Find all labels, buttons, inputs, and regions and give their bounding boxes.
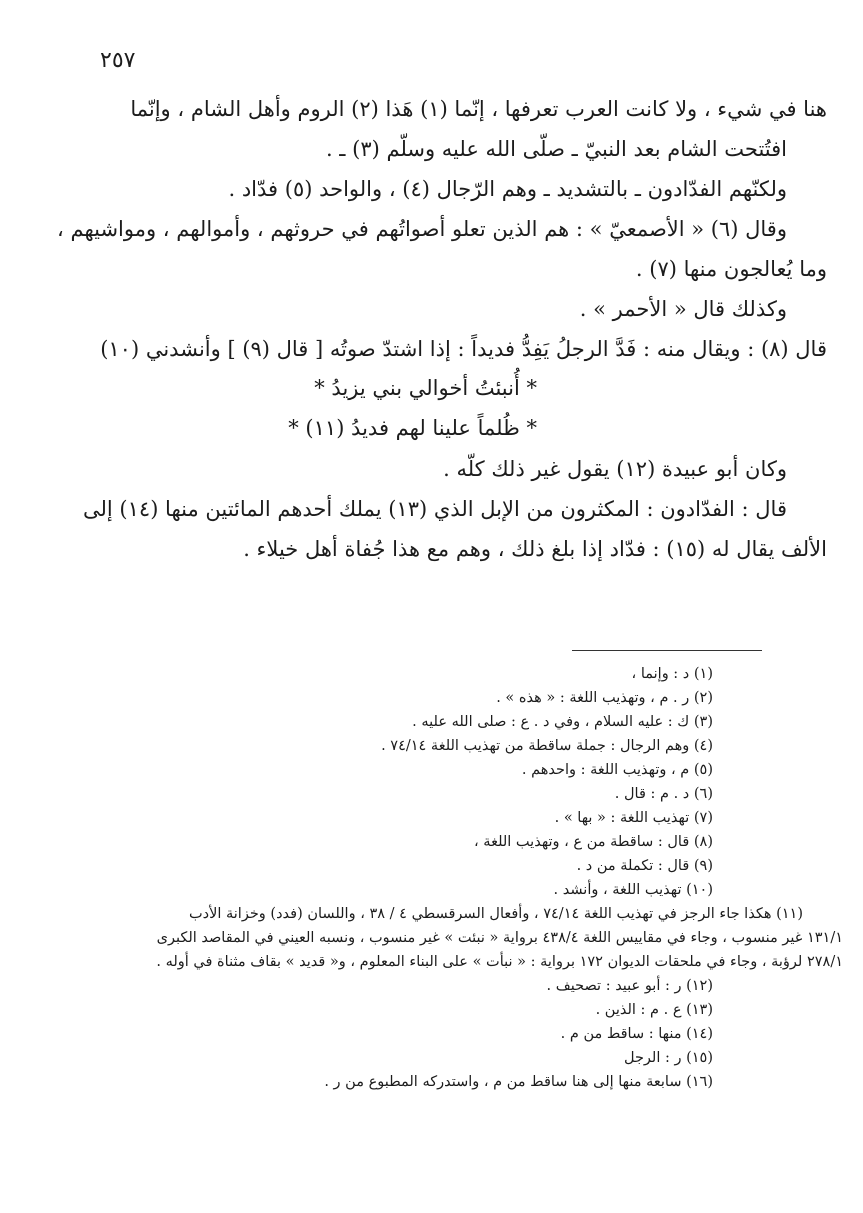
footnote: (٣) ك : عليه السلام ، وفي د . ع : صلى الله عليه . <box>412 714 713 730</box>
text-line: قال : الفدّادون : المكثرون من الإبل الذي (١٣) يملك أحدهم المائتين منها (١٤) إلى <box>83 497 787 521</box>
footnotes <box>73 662 843 1094</box>
text-line: وكان أبو عبيدة (١٢) يقول غير ذلك كلّه . <box>443 457 787 481</box>
footnote-divider <box>572 650 762 651</box>
main-text <box>47 88 827 568</box>
text-line: وكذلك قال « الأحمر » . <box>579 297 787 321</box>
footnote: (٥) م ، وتهذيب اللغة : واحدهم . <box>521 762 713 778</box>
footnote: (١٥) ر : الرجل <box>623 1050 713 1066</box>
footnote: (٤) وهم الرجال : جملة ساقطة من تهذيب اللغة ٧٤/١٤ . <box>381 738 713 754</box>
text-line: افتُتحت الشام بعد النبيّ ـ صلّى الله عليه وسلّم (٣) ـ . <box>325 137 787 161</box>
text-line: وقال (٦) « الأصمعيّ » : هم الذين تعلو أصواتُهم في حروثهم ، وأموالهم ، ومواشيهم ، <box>57 217 787 241</box>
footnote: (١٢) ر : أبو عبيد : تصحيف . <box>546 978 713 994</box>
page-number: ٢٥٧ <box>100 48 136 73</box>
footnote: (١٤) منها : ساقط من م . <box>560 1026 713 1042</box>
footnote: (١١) هكذا جاء الرجز في تهذيب اللغة ٧٤/١٤ ، وأفعال السرقسطي ٤ / ٣٨ ، واللسان (فدد) وخزانة الأدب <box>188 906 803 922</box>
verse-line: * ظُلماً علينا لهم فديدُ (١١) * <box>288 416 537 440</box>
footnote: (٨) قال : ساقطة من ع ، وتهذيب اللغة ، <box>474 834 713 850</box>
footnote: (٢) ر . م ، وتهذيب اللغة : « هذه » . <box>496 690 713 706</box>
text-line: الألف يقال له (١٥) : فدّاد إذا بلغ ذلك ، وهم مع هذا جُفاة أهل خيلاء . <box>243 537 827 561</box>
footnote: (١٦) سابعة منها إلى هنا ساقط من م ، واستدركه المطبوع من ر . <box>324 1074 713 1090</box>
footnote: (١) د : وإنما ، <box>631 666 713 682</box>
text-line: وما يُعالجون منها (٧) . <box>635 257 827 281</box>
footnote: (٩) قال : تكملة من د . <box>576 858 713 874</box>
footnote: (٧) تهذيب اللغة : « بها » . <box>554 810 713 826</box>
text-line: قال (٨) : ويقال منه : فَدَّ الرجلُ يَفِدُّ فديداً : إذا اشتدّ صوتُه [ قال (٩) ] وأنشدني (١٠) <box>100 337 827 361</box>
footnote: (٦) د . م : قال . <box>614 786 713 802</box>
footnote: (١٣) ع . م : الذين . <box>595 1002 713 1018</box>
footnote: ١٣١/١ غير منسوب ، وجاء في مقاييس اللغة ٤٣٨/٤ برواية « نبئت » غير منسوب ، ونسبه العيني في المقاصد الكبرى <box>156 930 843 946</box>
text-line: ولكنّهم الفدّادون ـ بالتشديد ـ وهم الرّجال (٤) ، والواحد (٥) فدّاد . <box>228 177 787 201</box>
footnote: (١٠) تهذيب اللغة ، وأنشد . <box>553 882 713 898</box>
text-line: هنا في شيء ، ولا كانت العرب تعرفها ، إنّما (١) هَذا (٢) الروم وأهل الشام ، وإنّما <box>130 97 827 121</box>
footnote: ٢٧٨/١ لرؤبة ، وجاء في ملحقات الديوان ١٧٢ برواية : « نبأت » على البناء المعلوم ، و« قديد » بقاف مثناة في أوله . <box>156 954 843 970</box>
verse-line: * أُنبئتُ أخوالي بني يزيدُ * <box>314 376 537 400</box>
